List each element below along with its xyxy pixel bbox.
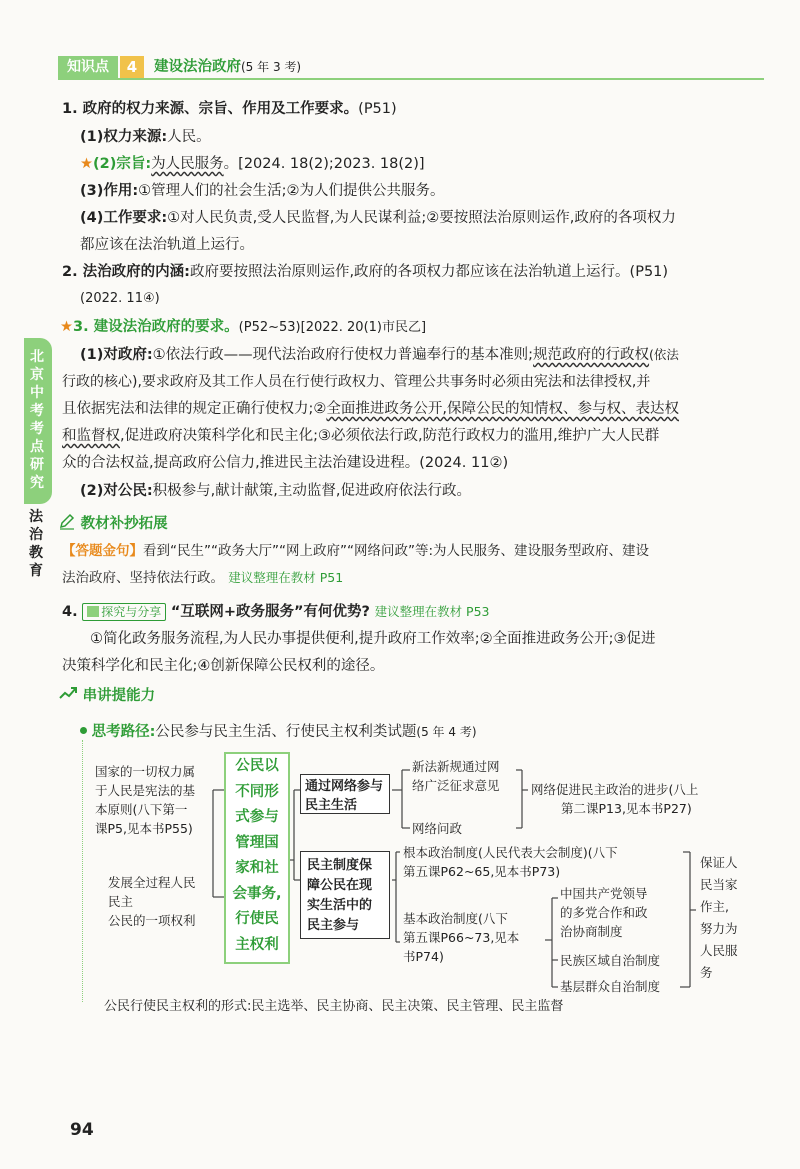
root-system — [403, 843, 618, 881]
basic-sys-line: 第五课P66~73,见本 — [403, 930, 520, 945]
sidebar-subject-text: 法治教育 — [29, 509, 43, 579]
box1-line: 通过网络参与 — [305, 779, 384, 794]
center-line: 行使民 — [235, 911, 279, 927]
net-result-line: 网络促进民主政治的进步(八上 — [531, 782, 699, 797]
net1-line: 络广泛征求意见 — [412, 778, 500, 793]
item2-text: 政府要按照法治原则运作,政府的各项权力都应该在法治轨道上运行。(P51) — [189, 264, 669, 280]
item3-title: 3. 建设法治政府的要求。 — [73, 319, 239, 335]
header-title: 建设法治政府 — [154, 59, 241, 75]
item3-gov-underline3: 和监督权 — [62, 428, 120, 444]
basic-item-line: 的多党合作和政 — [560, 905, 648, 920]
item1-work-row2: 都应该在法治轨道上运行。 — [80, 237, 254, 253]
box2-line: 民主制度保 — [307, 858, 373, 873]
explore-answer2: 决策科学化和民主化;④创新保障公民权利的途径。 — [62, 658, 385, 674]
item3-gov-row2: 行政的核心),要求政府及其工作人员在行使行政权力、管理公共事务时必须由宪法和法律授权,并 — [62, 374, 651, 390]
basic-item2: 民族区域自治制度 — [560, 953, 661, 968]
item1-source-text: 人民。 — [167, 129, 211, 145]
center-line: 公民以 — [235, 758, 279, 774]
item3-gov-text4: ,促进政府决策科学化和民主化;③必须依法行政,防范行政权力的滥用,维护广大人民群 — [120, 428, 660, 444]
sidebar-series-text: 北京中考考点研究 — [30, 349, 44, 491]
supplement-label: 【答题金句】 — [62, 543, 143, 559]
supplement-text1: 看到“民生”“政务大厅”“网上政府”“网络问政”等:为人民服务、建设服务型政府、建设 — [143, 543, 649, 559]
basic-item-line: 治协商制度 — [560, 924, 623, 939]
item3-gov-note: (依法 — [649, 347, 679, 362]
right-line: 人民服 — [700, 943, 738, 958]
item3-ref: (P52~53)[2022. 20(1)市民乙] — [238, 320, 427, 335]
explore-num: 4. — [62, 604, 78, 620]
net-branch2: 网络问政 — [412, 821, 463, 836]
root-sys-line: 第五课P62~65,见本书P73) — [403, 864, 561, 879]
right-line: 保证人 — [700, 855, 738, 870]
right-line: 民当家 — [700, 877, 738, 892]
right-line: 务 — [700, 965, 713, 980]
right-text — [700, 852, 738, 984]
supplement-text2: 法治政府、坚持依法行政。 — [62, 570, 224, 586]
left2-line: 公民的一项权利 — [108, 913, 196, 928]
box2-line: 障公民在现 — [307, 878, 373, 893]
left2-line: 民主 — [108, 894, 134, 909]
right-line: 作主, — [700, 899, 729, 914]
explore-hint: 建议整理在教材 P53 — [374, 604, 490, 619]
basic-sys-line: 基本政治制度(八下 — [403, 911, 508, 926]
item2-ref: (2022. 11④) — [80, 291, 160, 306]
item1-purpose-text: 为人民服务 — [151, 156, 224, 172]
item3-gov-text3: 且依据宪法和法律的规定正确行使权力;② — [62, 401, 327, 417]
item1-work-label: (4)工作要求: — [80, 210, 168, 226]
item1-ref: (P51) — [358, 101, 397, 117]
basic-system — [403, 909, 519, 966]
center-line: 会事务, — [232, 885, 282, 902]
item3-gov-underline1: 规范政府的行政权 — [533, 347, 650, 363]
item2-label: 2. 法治政府的内涵: — [62, 264, 190, 280]
democratic-system-box — [300, 851, 390, 939]
explore-answer1: ①简化政务服务流程,为人民办事提供便利,提升政府工作效率;②全面推进政务公开;③促进 — [90, 631, 656, 647]
header-tag-text: 知识点 — [67, 59, 109, 75]
basic-item3: 基层群众自治制度 — [560, 979, 661, 994]
star-icon: ★ — [80, 156, 93, 172]
net1-line: 新法新规通过网 — [412, 759, 500, 774]
left2-line: 发展全过程人民 — [108, 875, 196, 890]
basic-sys-line: 书P74) — [403, 949, 444, 964]
item1-work-text: ①对人民负责,受人民监督,为人民谋利益;②要按照法治原则运作,政府的各项权力 — [167, 210, 676, 226]
path-label: 思考路径: — [91, 724, 156, 740]
left1-line: 国家的一切权力属 — [95, 764, 196, 779]
item3-citizen-text: 积极参与,献计献策,主动监督,促进政府依法行政。 — [152, 483, 471, 499]
right-line: 努力为 — [700, 921, 738, 936]
item3-gov-text1: ①依法行政——现代法治政府行使权力普遍奉行的基本准则; — [152, 347, 534, 363]
left1-line: 课P5,见本书P55) — [95, 821, 193, 836]
box2-line: 民主参与 — [307, 918, 360, 933]
supplement-title: 教材补抄拓展 — [80, 516, 168, 532]
basic-item1 — [560, 884, 648, 941]
item3-citizen-label: (2)对公民: — [80, 483, 153, 499]
item1-title: 1. 政府的权力来源、宗旨、作用及工作要求。 — [62, 101, 359, 117]
item1-purpose-label: (2)宗旨: — [93, 156, 152, 172]
net-result-line: 第二课P13,见本书P27) — [561, 801, 692, 816]
net-branch1 — [412, 757, 500, 795]
center-box — [224, 752, 290, 964]
center-line: 不同形 — [235, 783, 279, 800]
item1-purpose-ref: 。[2024. 18(2);2023. 18(2)] — [223, 156, 425, 172]
page-number: 94 — [70, 1120, 94, 1140]
net-result — [531, 780, 698, 818]
supplement-hint: 建议整理在教材 P51 — [228, 570, 344, 585]
item1-role-label: (3)作用: — [80, 183, 139, 199]
box2-line: 实生活中的 — [307, 898, 373, 913]
item1-source-label: (1)权力来源: — [80, 129, 168, 145]
item3-gov-row5: 众的合法权益,提高政府公信力,推进民主法治建设进程。(2024. 11②) — [62, 455, 509, 471]
root-sys-line: 根本政治制度(人民代表大会制度)(八下 — [403, 845, 618, 860]
box1-line: 民主生活 — [305, 798, 358, 813]
explore-question: “互联网+政务服务”有何优势? — [170, 604, 370, 620]
header-num-text: 4 — [126, 58, 138, 76]
star-icon: ★ — [60, 319, 73, 335]
left1-line: 于人民是宪法的基 — [95, 783, 196, 798]
item1-role-text: ①管理人们的社会生活;②为人们提供公共服务。 — [138, 183, 445, 199]
item3-gov-label: (1)对政府: — [80, 347, 153, 363]
explore-badge-text: 探究与分享 — [101, 605, 162, 619]
center-line: 家和社 — [235, 860, 279, 876]
item3-gov-underline2: 全面推进政务公开,保障公民的知情权、参与权、表达权 — [326, 401, 679, 417]
forms-text: 公民行使民主权利的形式:民主选举、民主协商、民主决策、民主管理、民主监督 — [104, 999, 564, 1014]
center-line: 主权利 — [235, 936, 279, 953]
left-text2 — [108, 873, 196, 930]
left-text1 — [95, 762, 195, 838]
network-participation-box — [300, 774, 390, 814]
basic-item-line: 中国共产党领导 — [560, 886, 648, 901]
center-line: 式参与 — [235, 809, 279, 825]
path-count: (5 年 4 考) — [416, 725, 477, 739]
center-line: 管理国 — [235, 834, 279, 851]
header-count: (5 年 3 考) — [241, 60, 302, 74]
ability-title: 串讲提能力 — [82, 688, 156, 704]
left1-line: 本原则(八下第一 — [95, 802, 188, 817]
path-text: 公民参与民主生活、行使民主权利类试题 — [155, 724, 417, 740]
